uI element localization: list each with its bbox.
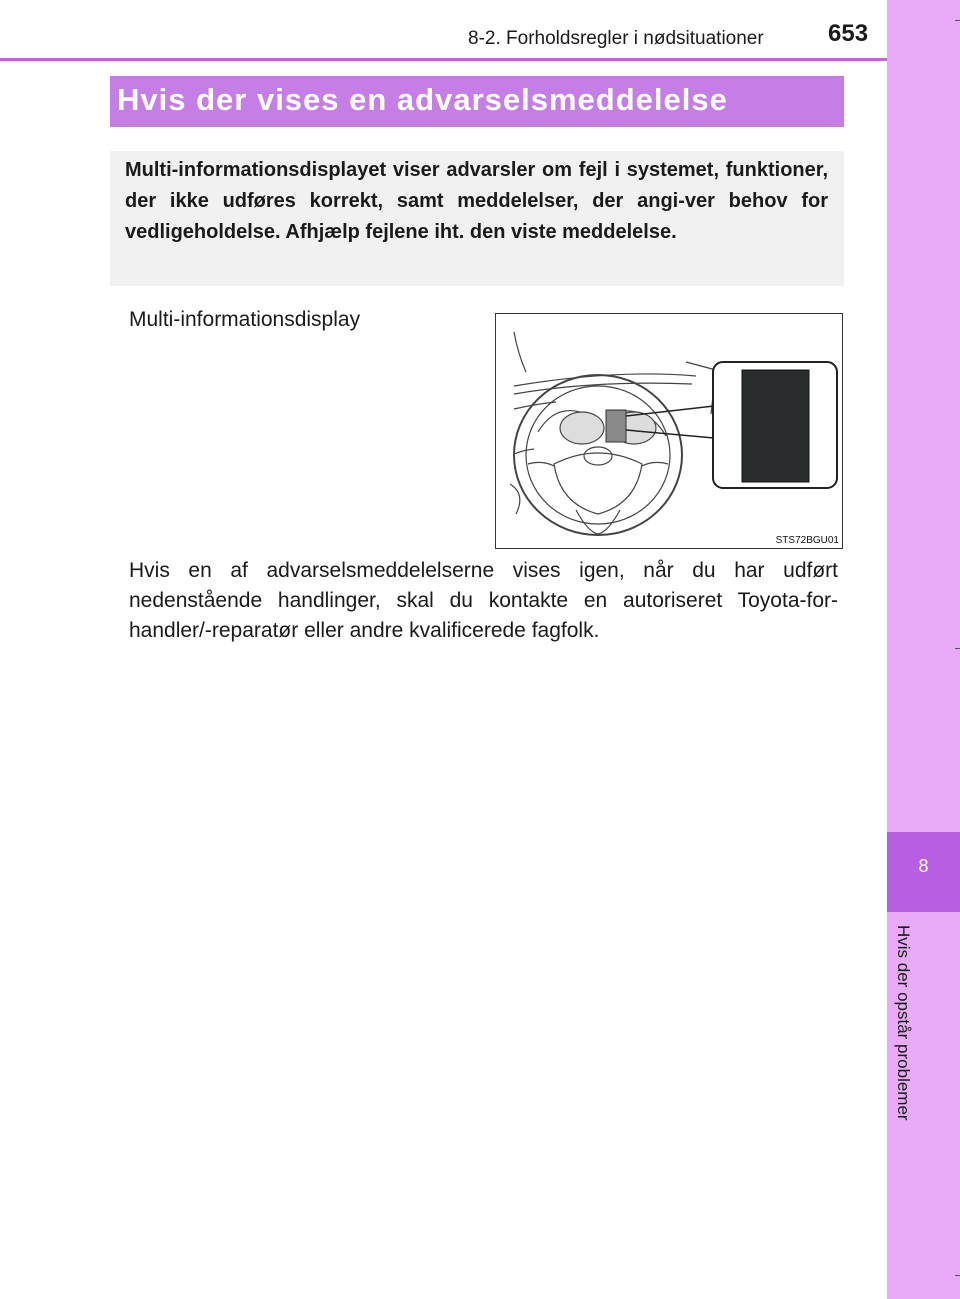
intro-box xyxy=(110,151,844,286)
figure-label: Multi-informationsdisplay xyxy=(129,308,361,331)
crop-mark xyxy=(955,20,960,21)
chapter-side-tab xyxy=(887,0,960,1299)
chapter-title: Hvis der opstår problemer xyxy=(894,925,913,1121)
chapter-number: 8 xyxy=(887,832,960,912)
dashboard-illustration xyxy=(495,313,843,549)
section-heading: 8-2. Forholdsregler i nødsituationer xyxy=(468,28,764,49)
header-rule xyxy=(0,58,887,61)
figure-code: STS72BGU01 xyxy=(775,535,839,546)
page-number: 653 xyxy=(828,20,869,47)
crop-mark xyxy=(955,1275,960,1276)
body-paragraph: Hvis en af advarselsmeddelelserne vises igen, når du har udført nedenstående handlinger, skal du kontakte en autoriseret Toyota-for-handler/-reparatør eller andre kvalificerede fagfolk. xyxy=(129,559,838,642)
intro-text: Multi-informationsdisplayet viser advarsler om fejl i systemet, funktioner, der ikke udføres korrekt, samt meddelelser, der angi-ver behov for vedligeholdelse. Afhjælp fejlene iht. den viste meddelelse. xyxy=(125,159,828,243)
title-bar xyxy=(110,76,844,127)
steering-wheel-icon xyxy=(496,314,842,548)
crop-mark xyxy=(955,648,960,649)
page-title: Hvis der vises en advarselsmeddelelse xyxy=(117,82,728,117)
